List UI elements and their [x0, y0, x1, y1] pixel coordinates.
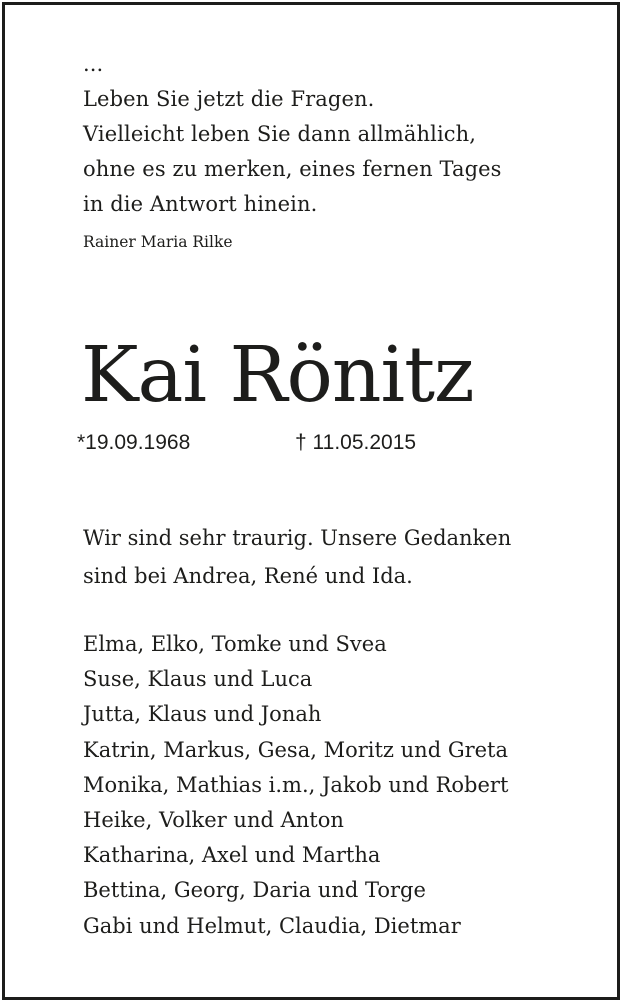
- poem-line: Leben Sie jetzt die Fragen.: [83, 87, 375, 111]
- mourners-list: [83, 627, 603, 944]
- life-dates: [77, 426, 537, 460]
- quote-author: Rainer Maria Rilke: [83, 233, 233, 251]
- birth-date: *19.09.1968: [77, 431, 191, 454]
- mourner-group: Elma, Elko, Tomke und Svea: [83, 632, 387, 656]
- message-line: Wir sind sehr traurig. Unsere Gedanken: [83, 526, 512, 550]
- mourner-group: Gabi und Helmut, Claudia, Dietmar: [83, 913, 461, 938]
- mourner-group: Suse, Klaus und Luca: [83, 667, 313, 692]
- mourner-group: Heike, Volker und Anton: [83, 808, 344, 833]
- poem-line: ...: [83, 52, 104, 76]
- poem-quote: [83, 47, 583, 222]
- message-line: sind bei Andrea, René und Ida.: [83, 564, 413, 588]
- poem-line: ohne es zu merken, eines fernen Tages: [83, 157, 502, 181]
- mourner-group: Katharina, Axel und Martha: [83, 843, 381, 868]
- mourner-group: Monika, Mathias i.m., Jakob und Robert: [83, 772, 509, 797]
- mourner-group: Jutta, Klaus und Jonah: [83, 702, 322, 727]
- condolence-message: [83, 519, 583, 595]
- poem-line: Vielleicht leben Sie dann allmählich,: [83, 122, 477, 146]
- obituary-frame: [2, 2, 620, 1000]
- death-date: † 11.05.2015: [295, 431, 417, 454]
- poem-line: in die Antwort hinein.: [83, 192, 318, 216]
- deceased-name: Kai Rönitz: [81, 331, 474, 420]
- mourner-group: Katrin, Markus, Gesa, Moritz und Greta: [83, 737, 509, 762]
- mourner-group: Bettina, Georg, Daria und Torge: [83, 878, 426, 903]
